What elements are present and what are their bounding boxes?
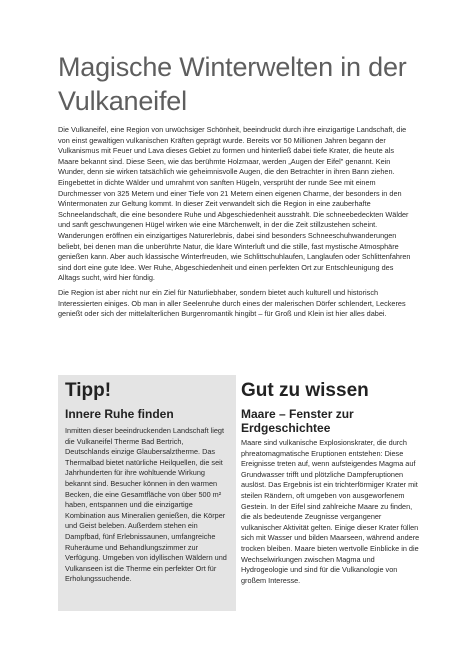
tip-box — [58, 375, 236, 611]
intro-paragraph: Die Vulkaneifel, eine Region von urwüchsiger Schönheit, beeindruckt durch ihre einzigartige Landschaft, die von einst gewaltigen vulkanischen Kräften geprägt wurde. Bereits vor 50 Millionen Jahren begann der Vulkanismus mit Feuer und Lava dieses Gebiet zu formen und hinterließ dabei tiefe Krater, die heute als Maare bekannt sind. Diese Seen, wie das berühmte Holzmaar, werden „Augen der Eifel" genannt. Kein Wunder, denn sie wirken tatsächlich wie geheimnisvolle Augen, die den Betrachter in ihren Bann ziehen. Eingebettet in dichte Wälder und umrahmt von sanften Hügeln, versprüht der runde See mit einem Durchmesser von 325 Metern und einer Tiefe von 21 Metern einen eigenen Charme, der besonders in den Wintermonaten zur Geltung kommt. In dieser Zeit verwandelt sich die Region in eine zauberhafte Schneelandschaft, die eine besondere Ruhe und Abgeschiedenheit ausstrahlt. Die schneebedeckten Wälder und sanft geschwungenen Hügel wirken wie eine Märchenwelt, in der die Zeit stillzustehen scheint. Wanderungen eröffnen ein einzigartiges Naturerlebnis, dabei sind besonders Schneeschuhwanderungen beliebt, bei denen man die unberührte Natur, die klare Winterluft und die stille, fast mystische Atmosphäre genießen kann. Aber auch klassische Winterfreuden, wie Schlittschuhlaufen, Langlaufen oder Schlittenfahren sind dort eine gute Idee. Wer Ruhe, Abgeschiedenheit und einen perfekten Ort zur Entschleunigung des Alltags sucht, wird hier fündig. — [58, 125, 411, 283]
info-text: Maare sind vulkanische Explosionskrater, die durch phreatomagmatische Eruptionen entstehen: Diese Ereignisse treten auf, wenn aufsteigendes Magma auf Grundwasser trifft und plötzliche Dampferuptionen auslöst. Das Ergebnis ist ein trichterförmiger Krater mit steilen Rändern, oft umgeben von ausgeworfenem Gestein. In der Eifel sind zahlreiche Maare zu finden, die als bedeutende Zeugnisse vergangener vulkanischer Aktivität gelten. Einige dieser Krater füllen sich mit Wasser und bilden Maarseen, während andere trocken bleiben. Maare bieten wertvolle Einblicke in die Wechselwirkungen zwischen Magma und Hydrogeologie und sind für die Vulkanologie von großem Interesse. — [241, 438, 420, 585]
info-subheading: Maare – Fenster zur Erdgeschichtee — [241, 407, 354, 435]
page-title: Magische Winterwelten in der Vulkaneifel — [58, 52, 407, 116]
tip-heading: Tipp! — [65, 380, 112, 401]
tip-subheading: Innere Ruhe finden — [65, 407, 174, 421]
info-box — [241, 375, 421, 586]
intro-paragraph: Die Region ist aber nicht nur ein Ziel für Naturliebhaber, sondern bietet auch kulturell und historisch Interessierten einiges. Ob man in aller Seelenruhe durch eines der malerischen Dörfer schlendert, Leckeres genießt oder sich der mittelalterlichen Burgenromantik hingibt – für Groß und Klein ist hier alles dabei. — [58, 287, 406, 319]
info-heading: Gut zu wissen — [241, 380, 369, 401]
intro-text — [58, 125, 416, 324]
tip-text: Inmitten dieser beeindruckenden Landschaft liegt die Vulkaneifel Therme Bad Bertrich, Deutschlands einzige Glaubersalztherme. Das Thermalbad bietet natürliche Heilquellen, die seit Jahrhunderten für ihre wohltuende Wirkung bekannt sind. Besucher können in den warmen Becken, die eine Gesamtfläche von über 500 m² haben, entspannen und die einzigartige Kombination aus Mineralien genießen, die Körper und Geist beleben. Außerdem stehen ein Dampfbad, fünf Erlebnissaunen, umfangreiche Ruheräume und Behandlungszimmer zur Verfügung. Umgeben von idyllischen Wäldern und Vulkanseen ist die Therme ein perfekter Ort für Erholungssuchende. — [65, 426, 227, 584]
